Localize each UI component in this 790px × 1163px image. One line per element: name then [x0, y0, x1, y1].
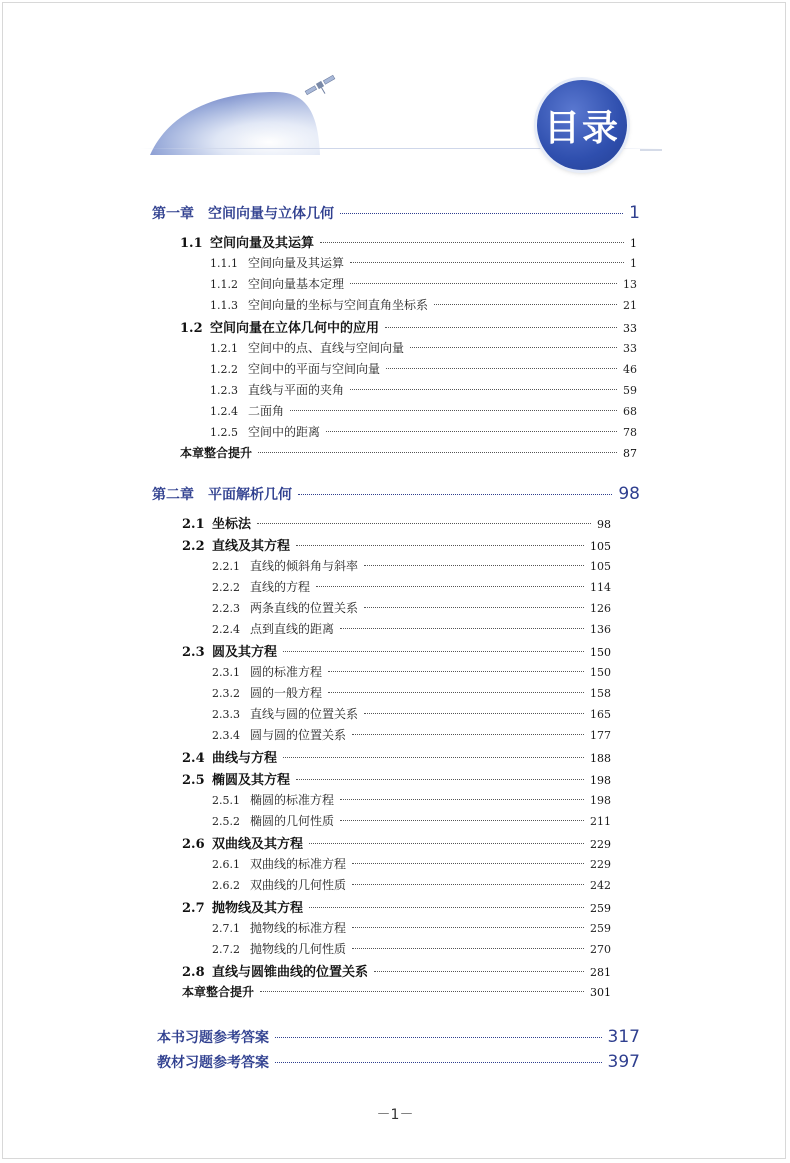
subsection-entry-page: 198	[590, 794, 611, 807]
answer-key-entry-page: 397	[607, 1052, 640, 1072]
dot-leader	[328, 671, 584, 672]
section-entry-title: 双曲线及其方程	[212, 837, 304, 852]
dot-leader	[309, 907, 584, 908]
subsection-entry-number: 2.5.1	[212, 794, 240, 807]
dot-leader	[364, 607, 584, 608]
section-entry-page: 188	[590, 752, 611, 765]
section-entry-number: 2.5	[182, 773, 205, 788]
chapter-entry-page: 98	[618, 484, 640, 504]
section-entry-number: 2.8	[182, 965, 205, 980]
subsection-entry-title: 空间中的距离	[248, 425, 321, 439]
section-entry-number: 2.1	[182, 517, 205, 532]
section-entry[interactable]	[182, 513, 611, 532]
dot-leader	[260, 991, 584, 992]
dot-leader	[275, 1062, 602, 1063]
subsection-entry-title: 直线的方程	[250, 580, 311, 594]
subsection-entry-page: 1	[630, 257, 637, 270]
subsection-entry-title: 空间中的点、直线与空间向量	[248, 341, 405, 355]
dot-leader	[352, 884, 584, 885]
subsection-entry-number: 1.2.3	[210, 384, 238, 397]
subsection-entry[interactable]	[212, 726, 611, 743]
subsection-entry-number: 2.7.1	[212, 922, 240, 935]
subsection-entry[interactable]	[212, 684, 611, 701]
chapter-entry-title: 平面解析几何	[208, 487, 292, 503]
subsection-entry-page: 46	[623, 363, 637, 376]
section-entry-title: 空间向量及其运算	[210, 236, 315, 251]
subsection-entry-number: 2.3.4	[212, 729, 240, 742]
dot-leader	[275, 1037, 602, 1038]
subsection-entry-number: 1.1.2	[210, 278, 238, 291]
dot-leader	[257, 523, 591, 524]
section-entry-page: 281	[590, 966, 611, 979]
subsection-entry-title: 直线与圆的位置关系	[250, 707, 359, 721]
subsection-entry-title: 椭圆的标准方程	[250, 793, 335, 807]
subsection-entry[interactable]	[210, 339, 637, 356]
dot-leader	[316, 586, 584, 587]
section-entry-number: 2.4	[182, 751, 205, 766]
section-entry[interactable]	[182, 833, 611, 852]
subsection-entry-page: 165	[590, 708, 611, 721]
section-entry-title: 圆及其方程	[212, 645, 278, 660]
subsection-entry-title: 二面角	[248, 404, 285, 418]
subsection-entry-title: 两条直线的位置关系	[250, 601, 359, 615]
dot-leader	[350, 283, 617, 284]
subsection-entry-number: 2.2.4	[212, 623, 240, 636]
subsection-entry-title: 双曲线的几何性质	[250, 878, 347, 892]
subsection-entry[interactable]	[212, 663, 611, 680]
chapter-entry-title: 空间向量与立体几何	[208, 206, 334, 222]
subsection-entry-page: 270	[590, 943, 611, 956]
subsection-entry-number: 1.2.2	[210, 363, 238, 376]
subsection-entry-number: 2.7.2	[212, 943, 240, 956]
subsection-entry-number: 2.3.3	[212, 708, 240, 721]
dot-leader	[386, 368, 617, 369]
subsection-entry-number: 1.2.1	[210, 342, 238, 355]
section-entry[interactable]	[182, 641, 611, 660]
subsection-entry-title: 空间中的平面与空间向量	[248, 362, 381, 376]
subsection-entry[interactable]	[212, 620, 611, 637]
subsection-entry-number: 1.1.1	[210, 257, 238, 270]
subsection-entry-page: 78	[623, 426, 637, 439]
subsection-entry[interactable]	[212, 599, 611, 616]
dot-leader	[352, 927, 584, 928]
dot-leader	[258, 452, 617, 453]
subsection-entry-title: 圆的一般方程	[250, 686, 323, 700]
subsection-entry-title: 直线的倾斜角与斜率	[250, 559, 359, 573]
section-entry-number: 2.6	[182, 837, 205, 852]
subsection-entry[interactable]	[210, 254, 637, 271]
space-illustration	[0, 0, 790, 190]
subsection-entry-page: 229	[590, 858, 611, 871]
subsection-entry[interactable]	[212, 876, 611, 893]
section-entry-page: 98	[597, 518, 611, 531]
dot-leader	[296, 779, 584, 780]
subsection-entry-number: 2.6.1	[212, 858, 240, 871]
section-entry[interactable]	[182, 961, 611, 980]
dot-leader	[364, 565, 584, 566]
chapter-summary-entry-title: 本章整合提升	[182, 985, 255, 999]
subsection-entry-number: 2.5.2	[212, 815, 240, 828]
dot-leader	[410, 347, 617, 348]
subsection-entry[interactable]	[212, 855, 611, 872]
subsection-entry-title: 空间向量基本定理	[248, 277, 345, 291]
dot-leader	[350, 262, 624, 263]
subsection-entry-page: 21	[623, 299, 637, 312]
chapter-entry-number: 第一章	[152, 206, 194, 222]
subsection-entry[interactable]	[212, 705, 611, 722]
subsection-entry-page: 68	[623, 405, 637, 418]
subsection-entry[interactable]	[210, 423, 637, 440]
dot-leader	[320, 242, 624, 243]
toc-title-badge: 目录	[537, 80, 627, 170]
section-entry-page: 105	[590, 540, 611, 553]
dot-leader	[298, 494, 612, 495]
subsection-entry-page: 150	[590, 666, 611, 679]
section-entry[interactable]	[180, 232, 637, 251]
section-entry-title: 直线及其方程	[212, 539, 291, 554]
section-entry-page: 1	[630, 237, 637, 250]
dot-leader	[340, 799, 584, 800]
subsection-entry-title: 直线与平面的夹角	[248, 383, 345, 397]
subsection-entry-title: 空间向量的坐标与空间直角坐标系	[248, 298, 429, 312]
header-banner	[0, 0, 790, 190]
dot-leader	[290, 410, 617, 411]
chapter-summary-entry[interactable]	[180, 444, 637, 461]
subsection-entry-page: 105	[590, 560, 611, 573]
section-entry-page: 33	[623, 322, 637, 335]
dot-leader	[434, 304, 617, 305]
answer-key-entry[interactable]	[157, 1027, 640, 1047]
chapter-summary-entry[interactable]	[182, 983, 611, 1000]
subsection-entry-title: 双曲线的标准方程	[250, 857, 347, 871]
subsection-entry[interactable]	[212, 919, 611, 936]
chapter-summary-entry-title: 本章整合提升	[180, 446, 253, 460]
section-entry-title: 空间向量在立体几何中的应用	[210, 321, 380, 336]
section-entry-title: 椭圆及其方程	[212, 773, 291, 788]
subsection-entry-number: 2.2.1	[212, 560, 240, 573]
subsection-entry-number: 1.2.4	[210, 405, 238, 418]
subsection-entry-page: 242	[590, 879, 611, 892]
dot-leader	[283, 757, 584, 758]
chapter-entry[interactable]	[152, 203, 640, 223]
section-entry[interactable]	[182, 769, 611, 788]
dot-leader	[364, 713, 584, 714]
section-entry-number: 1.2	[180, 321, 203, 336]
page-number: －1－	[376, 1107, 414, 1123]
dot-leader	[340, 820, 584, 821]
chapter-entry-number: 第二章	[152, 487, 194, 503]
dot-leader	[326, 431, 617, 432]
section-entry[interactable]	[180, 317, 637, 336]
subsection-entry[interactable]	[212, 578, 611, 595]
answer-key-entry-title: 教材习题参考答案	[157, 1055, 269, 1071]
section-entry-number: 2.2	[182, 539, 205, 554]
subsection-entry[interactable]	[212, 812, 611, 829]
chapter-entry[interactable]	[152, 484, 640, 504]
subsection-entry-page: 177	[590, 729, 611, 742]
subsection-entry-number: 2.2.3	[212, 602, 240, 615]
subsection-entry[interactable]	[210, 360, 637, 377]
chapter-summary-entry-page: 301	[590, 986, 611, 999]
dot-leader	[340, 628, 584, 629]
subsection-entry[interactable]	[210, 275, 637, 292]
subsection-entry-number: 2.3.1	[212, 666, 240, 679]
section-entry[interactable]	[182, 897, 611, 916]
subsection-entry[interactable]	[210, 296, 637, 313]
dot-leader	[283, 651, 584, 652]
subsection-entry-page: 158	[590, 687, 611, 700]
subsection-entry-title: 空间向量及其运算	[248, 256, 345, 270]
subsection-entry-page: 126	[590, 602, 611, 615]
subsection-entry-title: 点到直线的距离	[250, 622, 335, 636]
section-entry[interactable]	[182, 535, 611, 554]
subsection-entry-title: 抛物线的标准方程	[250, 921, 347, 935]
subsection-entry-number: 2.6.2	[212, 879, 240, 892]
section-entry-title: 直线与圆锥曲线的位置关系	[212, 965, 369, 980]
answer-key-entry-page: 317	[607, 1027, 640, 1047]
section-entry-title: 曲线与方程	[212, 751, 278, 766]
dot-leader	[352, 863, 584, 864]
subsection-entry-number: 1.1.3	[210, 299, 238, 312]
dot-leader	[350, 389, 617, 390]
answer-key-entry-title: 本书习题参考答案	[157, 1030, 269, 1046]
answer-key-entry[interactable]	[157, 1052, 640, 1072]
section-entry-title: 坐标法	[212, 517, 252, 532]
chapter-entry-page: 1	[629, 203, 640, 223]
subsection-entry-page: 33	[623, 342, 637, 355]
subsection-entry-title: 圆与圆的位置关系	[250, 728, 347, 742]
subsection-entry-page: 114	[590, 581, 611, 594]
section-entry-number: 2.7	[182, 901, 205, 916]
dot-leader	[352, 734, 584, 735]
section-entry-page: 259	[590, 902, 611, 915]
section-entry-number: 2.3	[182, 645, 205, 660]
subsection-entry-number: 2.2.2	[212, 581, 240, 594]
subsection-entry[interactable]	[212, 791, 611, 808]
subsection-entry-number: 1.2.5	[210, 426, 238, 439]
subsection-entry-page: 136	[590, 623, 611, 636]
subsection-entry[interactable]	[212, 557, 611, 574]
subsection-entry[interactable]	[210, 381, 637, 398]
subsection-entry-title: 椭圆的几何性质	[250, 814, 335, 828]
section-entry-page: 229	[590, 838, 611, 851]
dot-leader	[309, 843, 584, 844]
section-entry-page: 150	[590, 646, 611, 659]
dot-leader	[374, 971, 584, 972]
subsection-entry[interactable]	[212, 940, 611, 957]
section-entry-page: 198	[590, 774, 611, 787]
section-entry[interactable]	[182, 747, 611, 766]
chapter-summary-entry-page: 87	[623, 447, 637, 460]
subsection-entry-title: 圆的标准方程	[250, 665, 323, 679]
subsection-entry-page: 211	[590, 815, 611, 828]
dot-leader	[328, 692, 584, 693]
subsection-entry-number: 2.3.2	[212, 687, 240, 700]
subsection-entry-page: 59	[623, 384, 637, 397]
dot-leader	[352, 948, 584, 949]
subsection-entry-title: 抛物线的几何性质	[250, 942, 347, 956]
subsection-entry[interactable]	[210, 402, 637, 419]
dot-leader	[385, 327, 617, 328]
dot-leader	[340, 213, 623, 214]
subsection-entry-page: 259	[590, 922, 611, 935]
section-entry-title: 抛物线及其方程	[212, 901, 304, 916]
dot-leader	[296, 545, 584, 546]
subsection-entry-page: 13	[623, 278, 637, 291]
section-entry-number: 1.1	[180, 236, 203, 251]
